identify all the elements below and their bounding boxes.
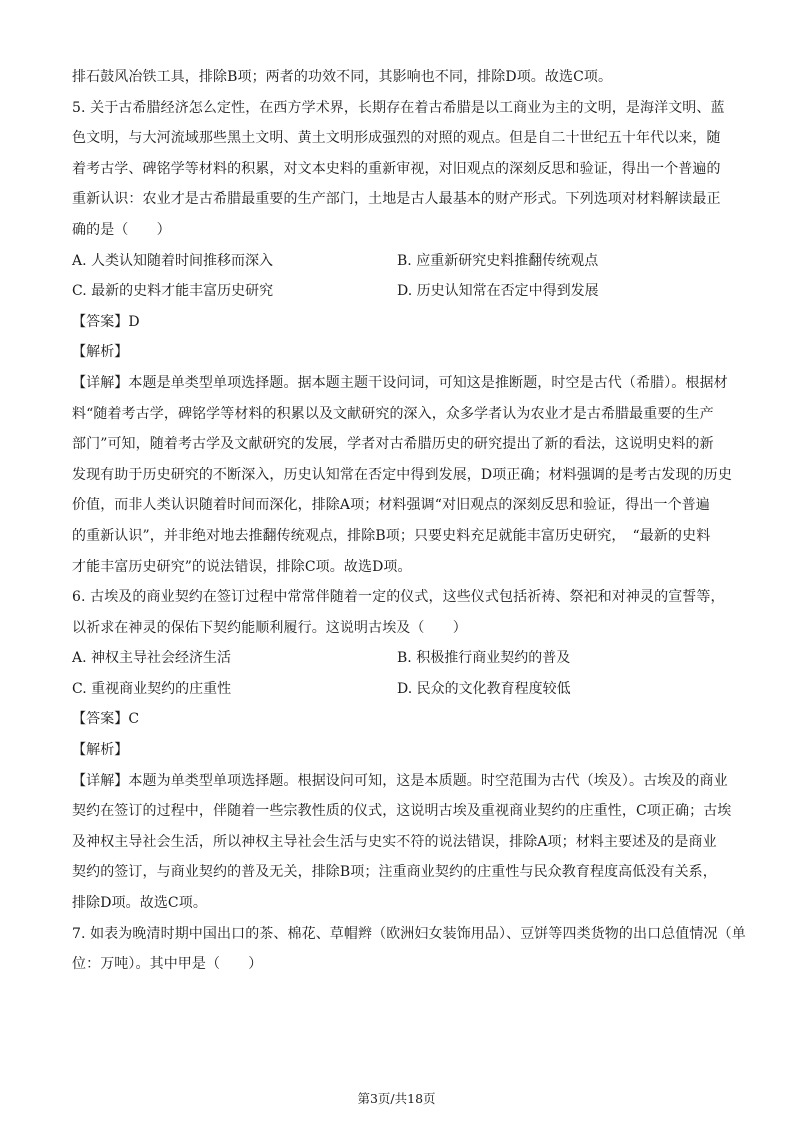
option-d: D. 历史认知常在否定中得到发展 — [397, 283, 599, 300]
page-content — [72, 62, 746, 980]
question-5-options-row — [72, 276, 723, 307]
detail-line: 部门”可知，随着考古学及文献研究的发展，学者对古希腊历史的研究提出了新的看法，这说明史料的新 — [72, 436, 714, 453]
detail-line: 排除D项。故选C项。 — [72, 895, 207, 912]
text-line: 着考古学、碑铭学等材料的积累，对文本史料的重新审视，对旧观点的深刻反思和验证，得出一个普遍的 — [72, 160, 721, 177]
question-6-options-row — [72, 643, 723, 674]
option-c: C. 最新的史料才能丰富历史研究 — [72, 283, 274, 300]
option-a: A. 人类认知随着时间推移而深入 — [72, 252, 274, 269]
analysis-label: 【解析】 — [72, 344, 129, 361]
detail-line: 及神权主导社会生活，所以神权主导社会生活与史实不符的说法错误，排除A项；材料主要述及的是商业 — [72, 833, 717, 850]
detail-line: 契约在签订的过程中，伴随着一些宗教性质的仪式，这说明古埃及重视商业契约的庄重性，C项正确；古埃 — [72, 803, 732, 820]
text-line: 色文明，与大河流域那些黑土文明、黄土文明形成强烈的对照的观点。但是自二十世纪五十年代以来，随 — [72, 130, 721, 147]
detail-line: 【详解】本题是单类型单项选择题。据本题主题干设问词，可知这是推断题，时空是古代（希腊）。根据材 — [72, 374, 728, 391]
answer-label: 【答案】C — [72, 711, 140, 728]
detail-line: 契约的签订，与商业契约的普及无关，排除B项；注重商业契约的庄重性与民众教育程度高低没有关系， — [72, 864, 717, 881]
question-5-stem: 5. 关于古希腊经济怎么定性，在西方学术界，长期存在着古希腊是以工商业为主的文明，是海洋文明、蓝 — [72, 99, 725, 116]
detail-line: 【详解】本题为单类型单项选择题。根据设问可知，这是本质题。时空范围为古代（埃及）。古埃及的商业 — [72, 772, 728, 789]
detail-line: 价值，而非人类认识随着时间而深化，排除A项；材料强调“对旧观点的深刻反思和验证，得出一个普遍 — [72, 497, 710, 514]
detail-line: 才能丰富历史研究”的说法错误，排除C项。故选D项。 — [72, 558, 412, 575]
text-line: 重新认识：农业才是古希腊最重要的生产部门，土地是古人最基本的财产形式。下列选项对材料解读最正 — [72, 191, 721, 208]
text-line: 确的是（ ） — [72, 221, 171, 238]
option-c: C. 重视商业契约的庄重性 — [72, 680, 232, 697]
text-line: 以祈求在神灵的保佑下契约能顺利履行。这说明古埃及（ ） — [72, 619, 467, 636]
analysis-label: 【解析】 — [72, 742, 129, 759]
page-number-footer: 第3页/共18页 — [357, 1091, 436, 1106]
question-7-stem: 7. 如表为晚清时期中国出口的茶、棉花、草帽辫（欧洲妇女装饰用品）、豆饼等四类货物的出口总值情况（单 — [72, 925, 746, 942]
text-line: 排石鼓风冶铁工具，排除B项；两者的功效不同，其影响也不同，排除D项。故选C项。 — [72, 69, 613, 85]
question-6-stem: 6. 古埃及的商业契约在签订过程中常常伴随着一定的仪式，这些仪式包括祈祷、祭祀和对神灵的宣誓等， — [72, 589, 725, 606]
question-5-options-row — [72, 246, 723, 277]
detail-line: 料“随着考古学，碑铭学等材料的积累以及文献研究的深入，众多学者认为农业才是古希腊最重要的生产 — [72, 405, 714, 422]
option-b: B. 应重新研究史料推翻传统观点 — [397, 252, 599, 269]
answer-label: 【答案】D — [72, 313, 140, 330]
text-line: 位：万吨）。其中甲是（ ） — [72, 956, 263, 973]
option-d: D. 民众的文化教育程度较低 — [397, 680, 571, 697]
question-6-options-row — [72, 674, 723, 705]
option-b: B. 积极推行商业契约的普及 — [397, 650, 571, 667]
detail-line: 的重新认识”，并非绝对地去推翻传统观点，排除B项；只要史料充足就能丰富历史研究， “最新的史料 — [72, 527, 711, 544]
detail-line: 发现有助于历史研究的不断深入，历史认知常在否定中得到发展，D项正确；材料强调的是考古发现的历史 — [72, 466, 732, 483]
option-a: A. 神权主导社会经济生活 — [72, 650, 232, 667]
